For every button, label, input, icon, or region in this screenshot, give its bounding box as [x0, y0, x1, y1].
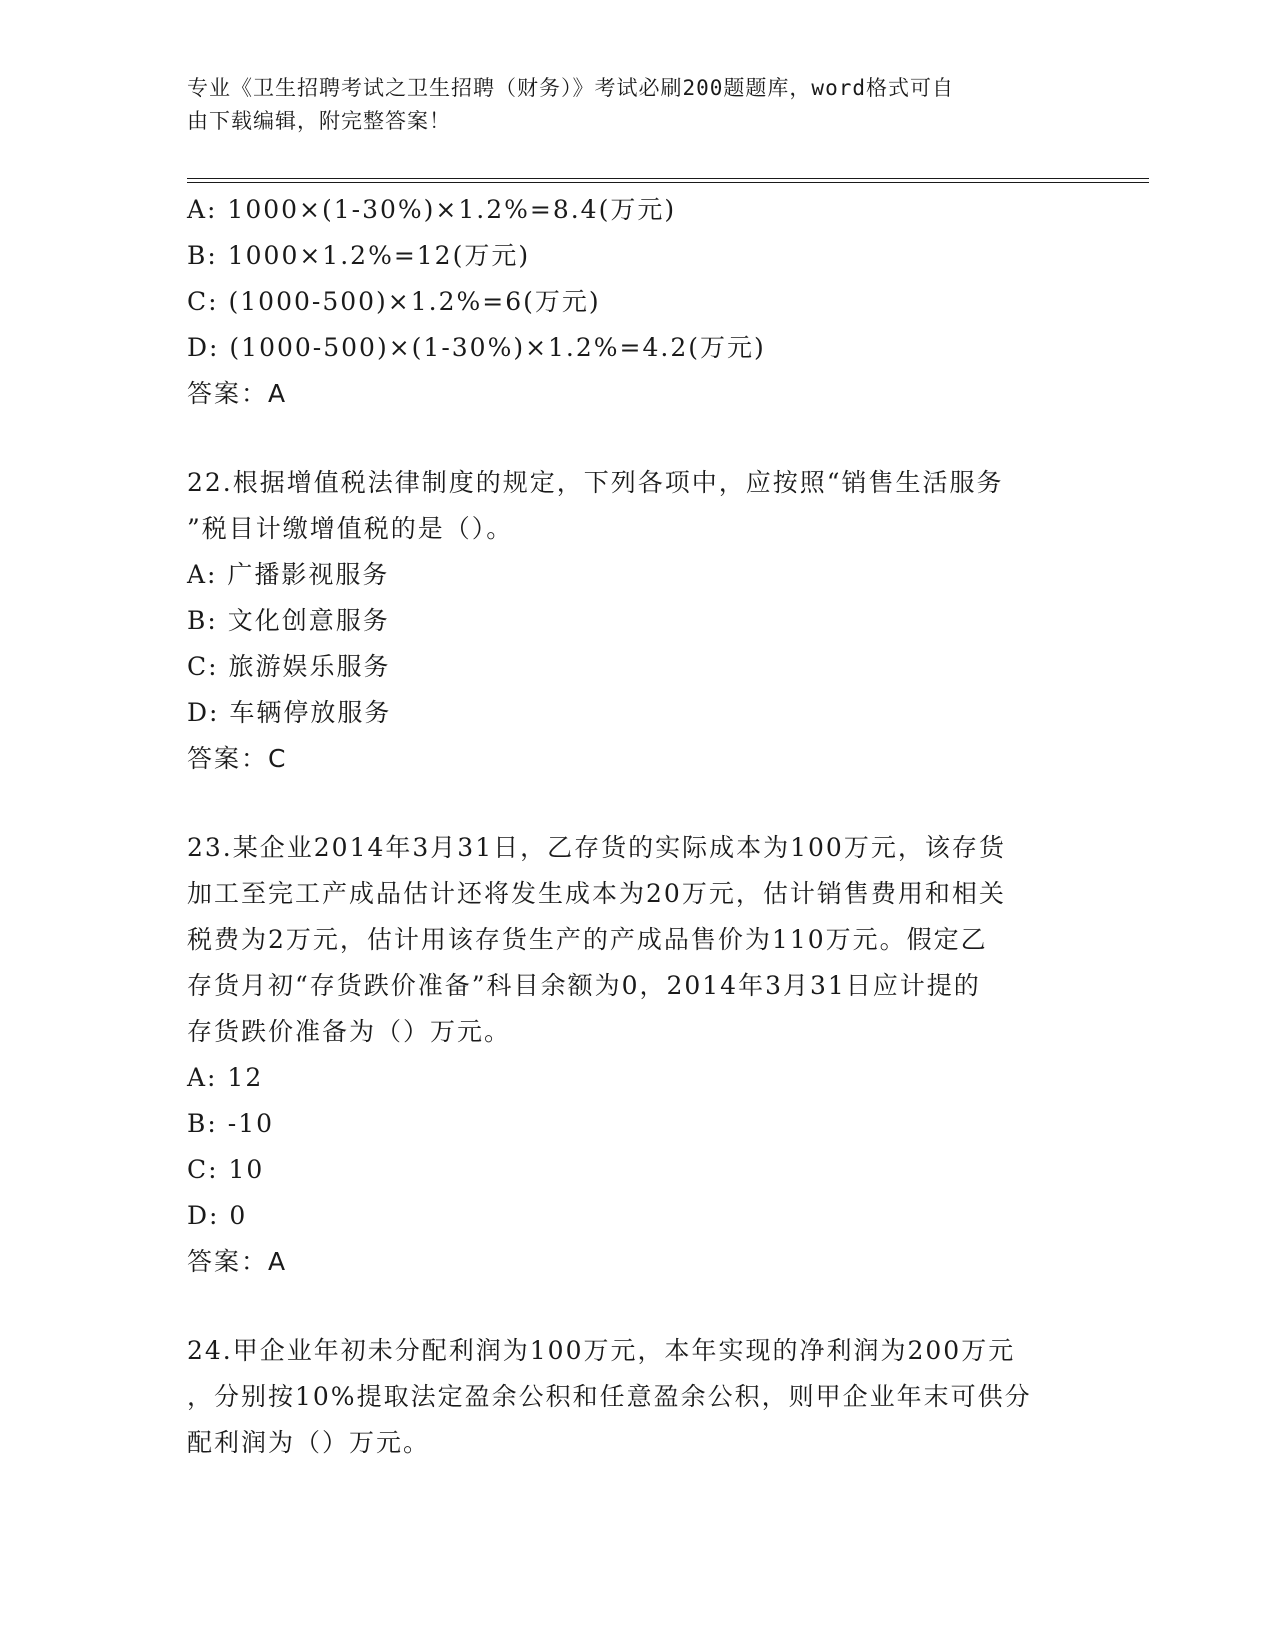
option-d: D: 车辆停放服务 [187, 698, 392, 727]
spacer [187, 417, 1087, 460]
question-24 [187, 1328, 1087, 1466]
option-d: D: 0 [187, 1201, 248, 1230]
question-22 [187, 460, 1087, 782]
answer-line: 答案：A [187, 1247, 288, 1276]
question-content [187, 187, 1087, 1466]
question-21 [187, 187, 1087, 417]
question-line: 存货跌价准备为（）万元。 [187, 1017, 512, 1046]
option-a: A: 广播影视服务 [187, 560, 390, 589]
option-b: B: 1000×1.2%=12(万元) [187, 241, 531, 270]
header-line-2: 由下载编辑，附完整答案！ [187, 109, 451, 133]
question-text [187, 825, 1087, 1055]
option-c: C: (1000-500)×1.2%=6(万元) [187, 287, 601, 316]
question-line: 加工至完工产成品估计还将发生成本为20万元，估计销售费用和相关 [187, 879, 1006, 908]
answer-line: 答案：C [187, 744, 288, 773]
question-line: ，分别按10%提取法定盈余公积和任意盈余公积，则甲企业年末可供分 [187, 1382, 1032, 1411]
header-line-1: 专业《卫生招聘考试之卫生招聘（财务）》考试必刷200题题库，word格式可自 [187, 76, 954, 100]
question-line: 存货月初“存货跌价准备”科目余额为0，2014年3月31日应计提的 [187, 971, 981, 1000]
document-header [187, 72, 1067, 138]
spacer [187, 1285, 1087, 1328]
question-line: 24.甲企业年初未分配利润为100万元，本年实现的净利润为200万元 [187, 1336, 1016, 1365]
question-23 [187, 825, 1087, 1285]
question-line: 22.根据增值税法律制度的规定，下列各项中，应按照“销售生活服务 [187, 468, 1004, 497]
question-text [187, 1328, 1087, 1466]
question-line: 税费为2万元，估计用该存货生产的产成品售价为110万元。假定乙 [187, 925, 988, 954]
option-a: A: 1000×(1-30%)×1.2%=8.4(万元) [187, 195, 677, 224]
question-line: ”税目计缴增值税的是（）。 [187, 514, 514, 543]
option-d: D: (1000-500)×(1-30%)×1.2%=4.2(万元) [187, 333, 766, 362]
spacer [187, 782, 1087, 825]
option-a: A: 12 [187, 1063, 264, 1092]
question-line: 配利润为（）万元。 [187, 1428, 431, 1457]
header-divider-bottom [187, 182, 1149, 183]
header-divider-top [187, 178, 1149, 179]
option-c: C: 旅游娱乐服务 [187, 652, 391, 681]
option-b: B: -10 [187, 1109, 274, 1138]
option-c: C: 10 [187, 1155, 265, 1184]
question-text [187, 460, 1087, 552]
option-b: B: 文化创意服务 [187, 606, 390, 635]
question-line: 23.某企业2014年3月31日，乙存货的实际成本为100万元，该存货 [187, 833, 1006, 862]
answer-line: 答案：A [187, 379, 288, 408]
